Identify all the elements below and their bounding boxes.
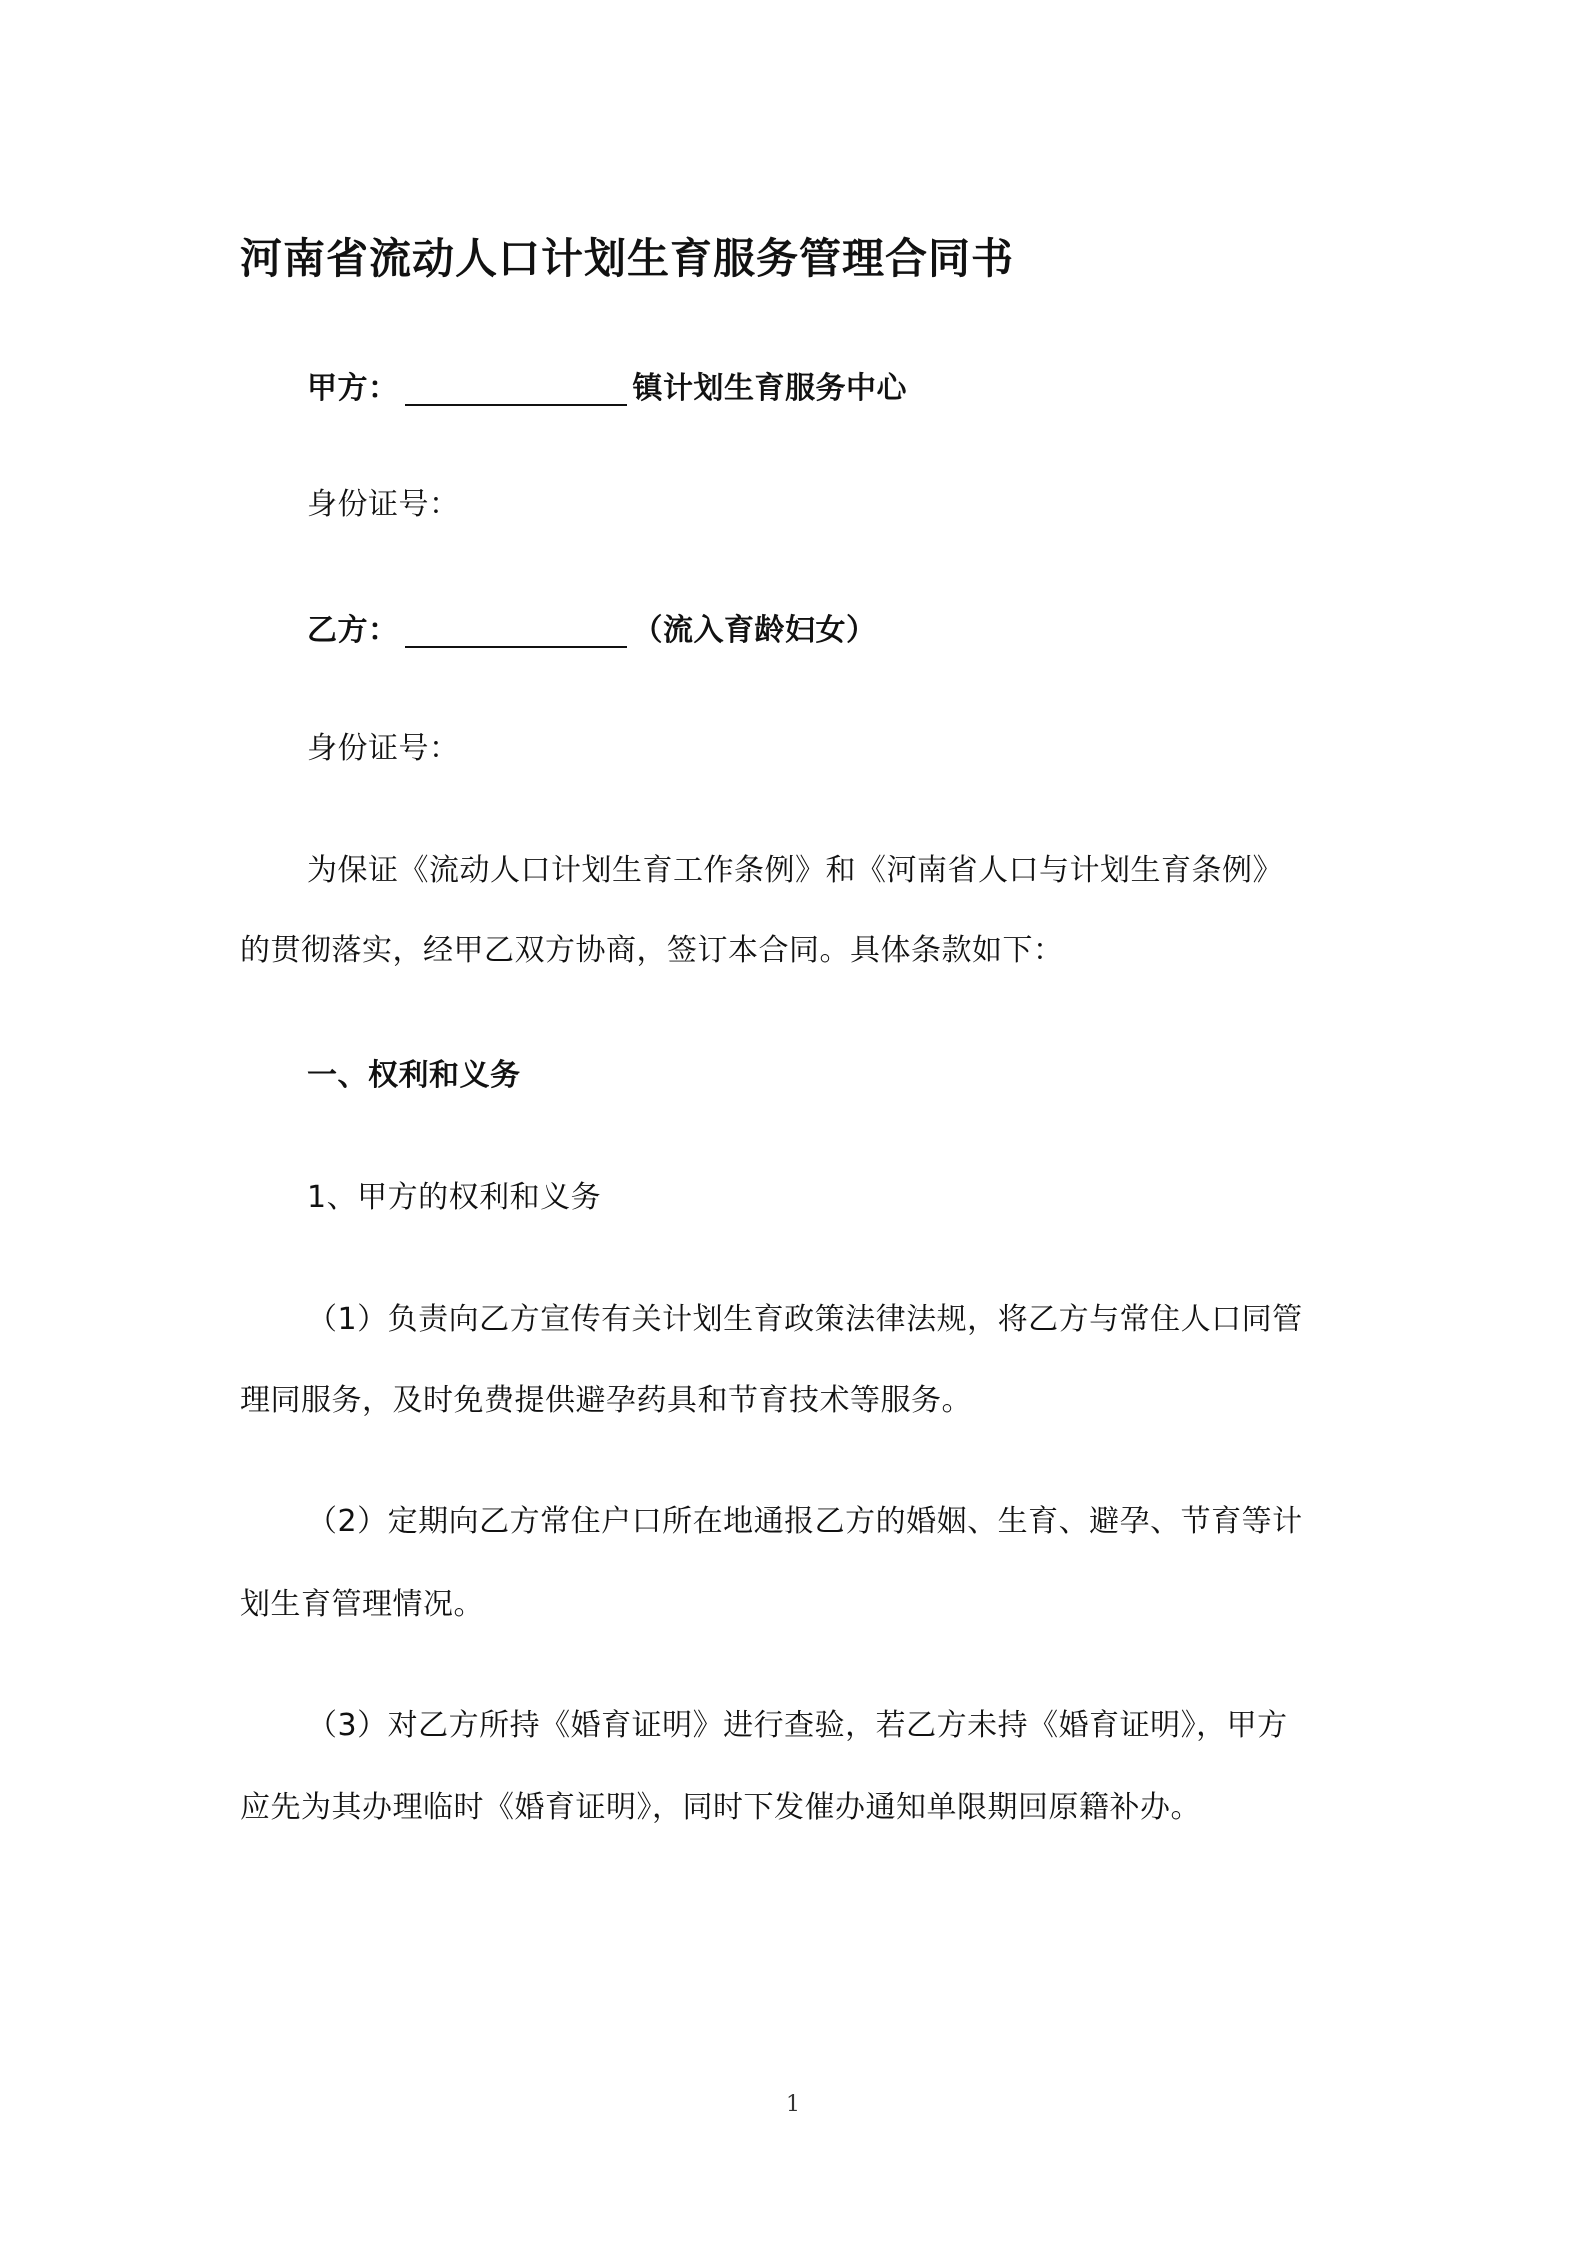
- clause-3-line-1: （3）对乙方所持《婚育证明》进行查验，若乙方未持《婚育证明》，甲方: [307, 1708, 1288, 1743]
- clause-2-line-2: 划生育管理情况。: [240, 1587, 484, 1622]
- clause-1-line-2: 理同服务，及时免费提供避孕药具和节育技术等服务。: [240, 1383, 972, 1418]
- preamble-line-1: 为保证《流动人口计划生育工作条例》和《河南省人口与计划生育条例》: [307, 853, 1283, 888]
- clause-1-line-1: （1）负责向乙方宣传有关计划生育政策法律法规，将乙方与常住人口同管: [307, 1302, 1303, 1337]
- party-b-id-label: 身份证号：: [307, 731, 460, 766]
- preamble-line-2: 的贯彻落实，经甲乙双方协商，签订本合同。具体条款如下：: [240, 933, 1064, 968]
- document-title: 河南省流动人口计划生育服务管理合同书: [240, 234, 1015, 283]
- clause-3-line-2: 应先为其办理临时《婚育证明》，同时下发催办通知单限期回原籍补办。: [240, 1790, 1201, 1825]
- party-a-line: [307, 371, 907, 406]
- party-a-suffix: 镇计划生育服务中心: [632, 371, 907, 406]
- party-b-name-blank: [405, 616, 627, 648]
- subsection-heading: 1、甲方的权利和义务: [307, 1180, 602, 1215]
- party-a-label: 甲方：: [307, 371, 399, 406]
- clause-2-line-1: （2）定期向乙方常住户口所在地通报乙方的婚姻、生育、避孕、节育等计: [307, 1504, 1303, 1539]
- party-b-line: [307, 613, 877, 648]
- party-a-id-label: 身份证号：: [307, 487, 460, 522]
- page-number: 1: [786, 2092, 800, 2117]
- party-b-label: 乙方：: [307, 613, 399, 648]
- party-b-suffix: （流入育龄妇女）: [632, 613, 877, 648]
- section-heading: 一、权利和义务: [307, 1058, 521, 1093]
- party-a-name-blank: [405, 374, 627, 406]
